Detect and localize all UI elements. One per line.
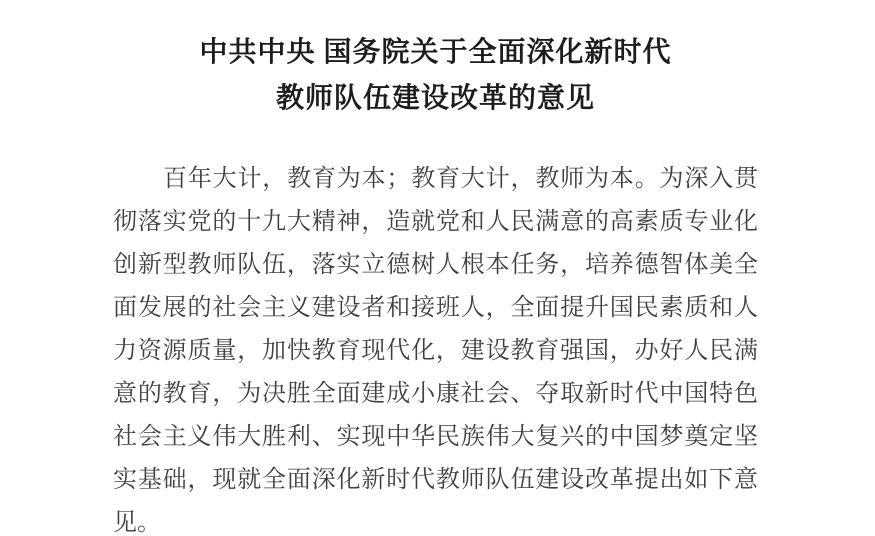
paragraph-line: 百年大计，教育为本；教育大计，教师为本。为深入贯 xyxy=(163,166,758,192)
paragraph-line: 实基础，现就全面深化新时代教师队伍建设改革提出如下意 xyxy=(113,467,758,493)
paragraph-line: 彻落实党的十九大精神，造就党和人民满意的高素质专业化 xyxy=(113,209,758,235)
document-title xyxy=(113,30,758,122)
paragraph-line: 社会主义伟大胜利、实现中华民族伟大复兴的中国梦奠定坚 xyxy=(113,424,758,450)
paragraph-line: 面发展的社会主义建设者和接班人，全面提升国民素质和人 xyxy=(113,295,758,321)
paragraph-line: 创新型教师队伍，落实立德树人根本任务，培养德智体美全 xyxy=(113,252,758,278)
document-title-line1: 中共中央 国务院关于全面深化新时代 xyxy=(199,37,672,68)
paragraph-line: 力资源质量，加快教育现代化，建设教育强国，办好人民满 xyxy=(113,338,758,364)
opening-paragraph xyxy=(113,158,758,536)
paragraph-line: 见。 xyxy=(113,510,161,536)
document-title-line2: 教师队伍建设改革的意见 xyxy=(275,83,595,114)
paragraph-line: 意的教育，为决胜全面建成小康社会、夺取新时代中国特色 xyxy=(113,381,758,407)
